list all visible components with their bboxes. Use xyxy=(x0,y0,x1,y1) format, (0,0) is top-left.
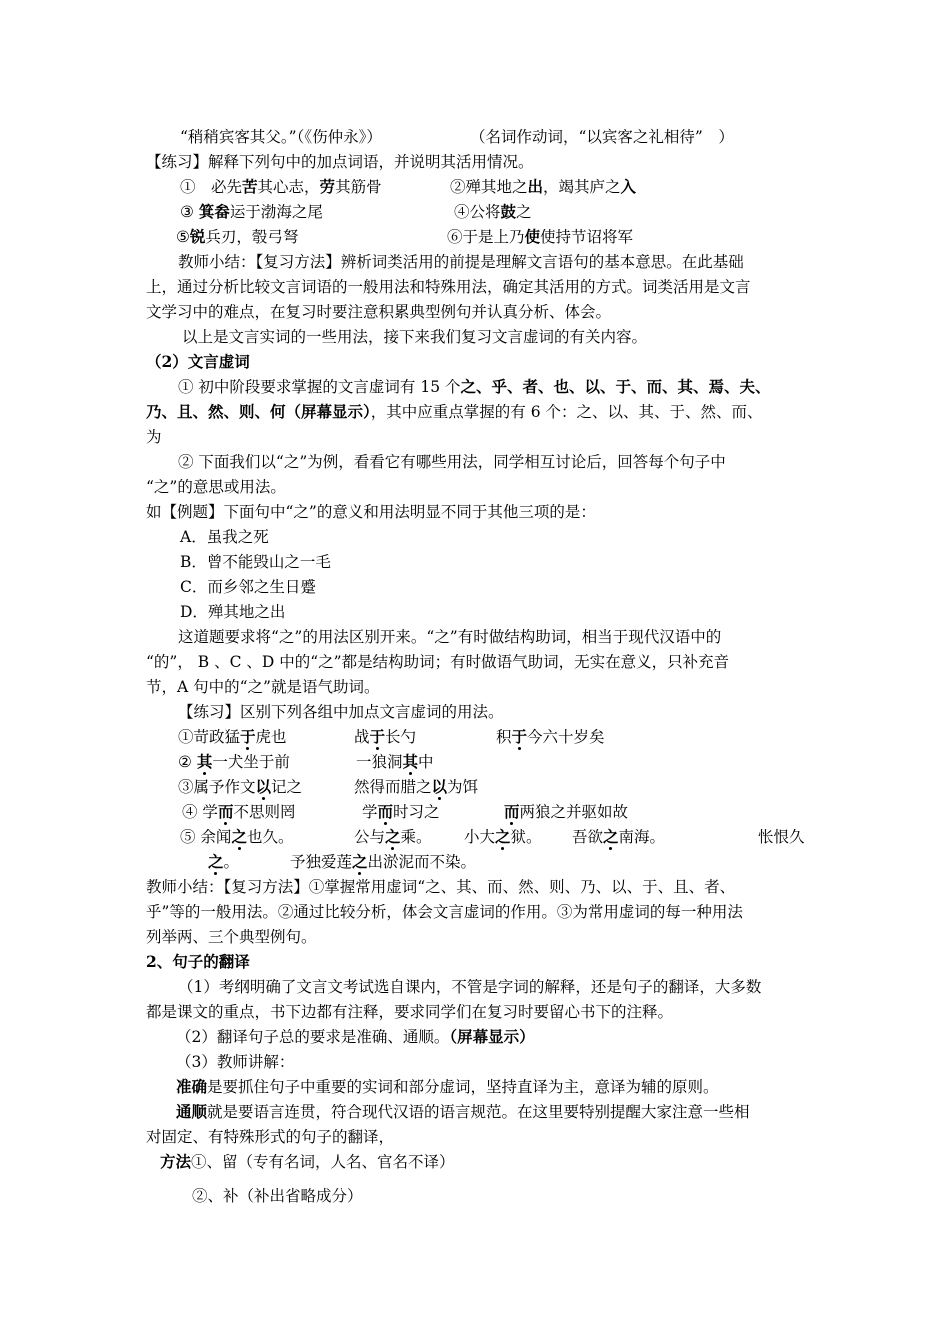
dotted-word: 之 xyxy=(208,852,224,871)
line-22: “的”， B 、C 、D 中的“之”都是结构助词；有时做语气助词，无实在意义，只补充音 xyxy=(146,653,730,671)
text: 一犬坐于前 xyxy=(212,753,290,771)
line-7: 上，通过分析比较文言词语的一般用法和特殊用法，确定其活用的方式。词类活用是文言 xyxy=(146,278,751,296)
line-1 xyxy=(180,126,734,148)
option-a: A．虽我之死 xyxy=(180,528,269,546)
text: ⑤ xyxy=(176,228,190,246)
exercise-row-1 xyxy=(178,726,798,748)
text: 是要抓住句子中重要的实词和部分虚词，坚持直译为主，意译为辅的原则。 xyxy=(207,1078,719,1096)
example-question: 如【例题】下面句中“之”的意义和用法明显不同于其他三项的是： xyxy=(146,503,596,521)
line-9: 以上是文言实词的一些用法，接下来我们复习文言虚词的有关内容。 xyxy=(182,328,648,346)
option-d: D．殚其地之出 xyxy=(180,603,286,621)
text: 学 xyxy=(362,803,378,821)
dotted-word: 之 xyxy=(495,827,511,846)
bold-word: 箕畚 xyxy=(198,202,230,221)
text: ①苛政猛 xyxy=(178,728,241,746)
dotted-word: 以 xyxy=(255,777,272,796)
text: 虎也 xyxy=(255,728,287,746)
text: 兵刃，彀弓弩 xyxy=(205,228,299,246)
line-41: 对固定、有特殊形式的句子的翻译， xyxy=(146,1128,395,1146)
dotted-word: 其 xyxy=(196,752,213,771)
text: 两狼之并驱如故 xyxy=(519,803,629,821)
text: 中 xyxy=(418,753,434,771)
dotted-word: 而 xyxy=(217,802,234,821)
text: 狱。 xyxy=(510,828,542,846)
dotted-word: 其 xyxy=(402,752,419,771)
dotted-word: 之 xyxy=(352,852,368,871)
line-42 xyxy=(160,1151,455,1173)
bold-word: 入 xyxy=(620,177,637,196)
dotted-word: 而 xyxy=(377,802,394,821)
group xyxy=(464,826,542,848)
text: 时习之 xyxy=(393,803,440,821)
dotted-word: 之 xyxy=(603,827,619,846)
line-38: （3）教师讲解： xyxy=(176,1053,295,1071)
text: 。 xyxy=(223,853,240,871)
line-5 xyxy=(176,226,776,248)
group xyxy=(356,751,434,773)
text: ⑥于是上乃 xyxy=(447,228,525,246)
group xyxy=(362,801,440,823)
option-c: C．而乡邻之生日蹙 xyxy=(180,578,316,596)
text: ④ 学 xyxy=(182,803,218,821)
text: 然得而腊之 xyxy=(354,778,432,796)
line-32: 乎”等的一般用法。②通过比较分析，体会文言虚词的作用。③为常用虚词的每一种用法 xyxy=(146,903,743,921)
dotted-word: 于 xyxy=(240,727,256,746)
text: （2）翻译句子总的要求是准确、通顺。 xyxy=(176,1028,450,1046)
line-11 xyxy=(178,376,771,398)
text: 出淤泥而不染。 xyxy=(367,853,477,871)
group xyxy=(496,726,605,748)
text: 之 xyxy=(516,203,532,221)
line-3 xyxy=(180,176,780,198)
dotted-word: 而 xyxy=(504,802,520,821)
text: 长勺 xyxy=(385,728,417,746)
text: 也久。 xyxy=(246,828,294,846)
text: ，竭其庐之 xyxy=(543,178,621,196)
line-37 xyxy=(176,1026,535,1048)
line-3-second xyxy=(450,176,636,198)
line-4-second xyxy=(454,201,532,223)
line-4 xyxy=(180,201,780,223)
text: ①、留（专有名词，人名、官名不译） xyxy=(191,1153,455,1171)
section-heading-translation: 2、句子的翻译 xyxy=(146,952,250,971)
text: ④公将 xyxy=(454,203,501,221)
example-quote: “稍稍宾客其父。”（《伤仲永》） xyxy=(180,128,382,146)
text: ②殚其地之 xyxy=(450,178,528,196)
line-5-second xyxy=(447,226,633,248)
text: 乘。 xyxy=(400,828,432,846)
line-12 xyxy=(146,401,762,423)
text: 吾欲 xyxy=(572,828,604,846)
example-note: （名词作动词，“以宾客之礼相待” ） xyxy=(470,128,734,146)
text: ③属予作文 xyxy=(178,778,256,796)
text: ② xyxy=(178,753,197,771)
dotted-word: 之 xyxy=(385,827,401,846)
line-39 xyxy=(176,1076,719,1098)
text: 运于渤海之尾 xyxy=(229,203,323,221)
line-8: 文学习中的难点，在复习时要注意积累典型例句并认真分析、体会。 xyxy=(146,303,612,321)
line-40 xyxy=(176,1101,750,1123)
line-36: 都是课文的重点，书下边都有注释，要求同学们在复习时要留心书下的注释。 xyxy=(146,1003,674,1021)
text: ① 必先 xyxy=(180,178,243,196)
text: ① 初中阶段要求掌握的文言虚词有 15 个 xyxy=(178,378,461,396)
line-33: 列举两、三个典型例句。 xyxy=(146,928,317,946)
dotted-word: 之 xyxy=(231,827,247,846)
text: 战 xyxy=(354,728,370,746)
text: 小大 xyxy=(464,828,496,846)
group xyxy=(290,851,476,873)
option-b: B．曾不能毁山之一毛 xyxy=(180,553,331,571)
line-31: 教师小结：【复习方法】①掌握常用虚词“之、其、而、然、则、乃、以、于、且、者、 xyxy=(146,878,736,896)
exercise-row-5-cont xyxy=(208,851,808,873)
bold-word: 之、乎、者、也、以、于、而、其、焉、夫、 xyxy=(460,377,771,396)
dotted-word: 于 xyxy=(511,727,528,746)
group xyxy=(354,776,478,798)
text: 记之 xyxy=(271,778,303,796)
line-35: （1）考纲明确了文言文考试选自课内，不管是字词的解释，还是句子的翻译，大多数 xyxy=(178,978,762,996)
text: 其筋骨 xyxy=(335,178,382,196)
bold-word: 通顺 xyxy=(176,1102,208,1121)
dotted-word: 于 xyxy=(369,727,386,746)
line-2: 【练习】解释下列句中的加点词语，并说明其活用情况。 xyxy=(146,153,534,171)
line-43: ②、补（补出省略成分） xyxy=(192,1187,363,1205)
text: 公与 xyxy=(354,828,386,846)
bold-word: 乃、且、然、则、何（屏幕显示） xyxy=(146,402,371,421)
text: 不思则罔 xyxy=(233,803,296,821)
line-6: 教师小结：【复习方法】辨析词类活用的前提是理解文言语句的基本意思。在此基础 xyxy=(178,253,744,271)
text: 积 xyxy=(496,728,512,746)
bold-word: 准确 xyxy=(176,1077,208,1096)
bold-word: 锐 xyxy=(189,227,206,246)
bold-word: 出 xyxy=(527,177,544,196)
exercise-row-5 xyxy=(180,826,820,848)
text: 为饵 xyxy=(447,778,479,796)
text: 南海。 xyxy=(618,828,666,846)
bold-word: 方法 xyxy=(160,1152,192,1171)
line-13: 为 xyxy=(146,428,162,446)
text: ③ xyxy=(180,203,199,221)
bold-word: 鼓 xyxy=(500,202,517,221)
exercise-row-3 xyxy=(178,776,798,798)
text: 就是要语言连贯，符合现代汉语的语言规范。在这里要特别提醒大家注意一些相 xyxy=(207,1103,750,1121)
exercise-row-2 xyxy=(178,751,798,773)
group xyxy=(354,726,416,748)
dotted-word: 以 xyxy=(431,777,448,796)
bold-word: 苦 xyxy=(242,177,258,196)
bold-word: 劳 xyxy=(319,177,336,196)
text: 怅恨久 xyxy=(758,828,805,846)
group xyxy=(504,801,628,823)
bold-word: 使 xyxy=(524,227,541,246)
text: 其心志， xyxy=(257,178,320,196)
line-24: 【练习】区别下列各组中加点文言虚词的用法。 xyxy=(178,703,504,721)
text: 予独爱莲 xyxy=(290,853,353,871)
bold-word: （屏幕显示） xyxy=(449,1027,535,1046)
exercise-row-4 xyxy=(182,801,802,823)
line-21: 这道题要求将“之”的用法区别开来。“之”有时做结构助词，相当于现代汉语中的 xyxy=(178,628,722,646)
text: ⑤ 余闻 xyxy=(180,828,232,846)
line-14: ② 下面我们以“之”为例，看看它有哪些用法，同学相互讨论后，回答每个句子中 xyxy=(178,453,726,471)
text: 使持节诏将军 xyxy=(540,228,634,246)
line-15: “之”的意思或用法。 xyxy=(146,478,286,496)
line-23: 节，A 句中的“之”就是语气助词。 xyxy=(146,678,380,696)
group xyxy=(354,826,432,848)
text: ，其中应重点掌握的有 6 个：之、以、其、于、然、而、 xyxy=(370,403,763,421)
group xyxy=(572,826,665,848)
text: 今六十岁矣 xyxy=(527,728,605,746)
text: 一狼洞 xyxy=(356,753,403,771)
section-heading-function-words: （2）文言虚词 xyxy=(146,352,250,371)
